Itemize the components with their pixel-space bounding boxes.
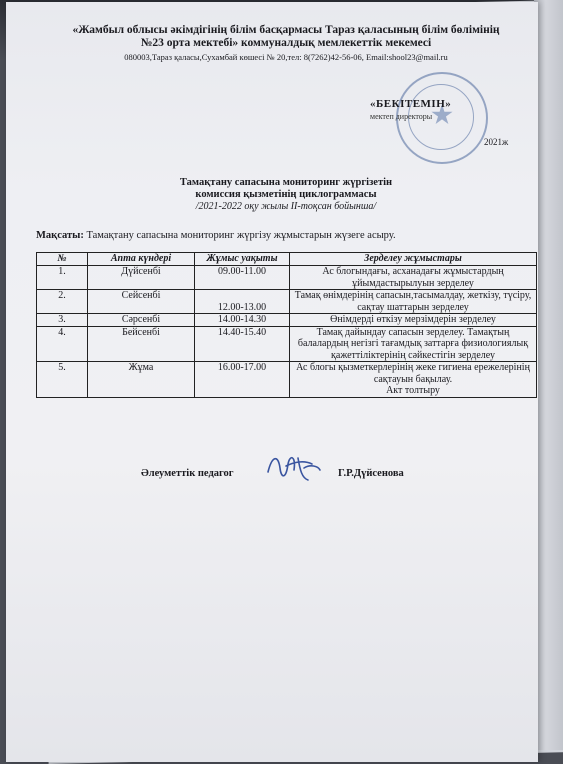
handwritten-signature-icon (264, 450, 324, 484)
letterhead-line-2: №23 орта мектебі» коммуналдық мемлекеттік мекемесі (140, 37, 432, 49)
row-time: 14.40-15.40 (195, 326, 290, 362)
goal-label: Мақсаты: (36, 230, 84, 241)
schedule-table (36, 252, 537, 398)
row-time: 16.00-17.00 (195, 362, 290, 398)
row-number: 1. (37, 266, 88, 290)
row-task: Тамақ дайындау сапасын зерделеу. Тамақтың балалардың негізгі тағамдық заттарға физиологиялық қажеттіліктерінің сәйкестігін зерделеу (290, 326, 537, 362)
goal-text: Тамақтану сапасына мониторинг жүргізу жұмыстарын жүзеге асыру. (83, 230, 396, 241)
table-row (37, 326, 537, 362)
table-row (37, 314, 537, 327)
table-row (37, 290, 537, 314)
row-task-main: Ас блогы қызметкерлерінің жеке гигиена ережелерінің сақтауын бақылау. (296, 362, 530, 385)
title-line-1: Тамақтану сапасына мониторинг жүргізетін (179, 177, 393, 188)
row-number: 4. (37, 326, 88, 362)
column-header-day: Апта күндері (88, 253, 195, 266)
letterhead-line-1: «Жамбыл облысы әкімдігінің білім басқармасы Тараз қаласының білім бөлімінің (72, 24, 500, 36)
letterhead (36, 24, 536, 64)
column-header-tasks: Зерделеу жұмыстары (290, 253, 537, 266)
row-number: 2. (37, 290, 88, 314)
row-day: Жұма (88, 362, 195, 398)
row-time: 14.00-14.30 (195, 314, 290, 327)
row-day: Сейсенбі (88, 290, 195, 314)
row-number: 5. (37, 362, 88, 398)
column-header-number: № (37, 253, 88, 266)
row-time: 12.00-13.00 (195, 290, 290, 314)
row-task: Өнімдерді өткізу мерзімдерін зерделеу (290, 314, 537, 327)
document-page (6, 2, 538, 762)
approval-subtitle: мектеп директоры (370, 112, 433, 121)
table-row (37, 362, 537, 398)
title-line-3: /2021-2022 оқу жылы II-тоқсан бойынша/ (195, 201, 377, 212)
row-task: Тамақ өнімдерінің сапасын,тасымалдау, жеткізу, түсіру, сақтау шаттарын зерделеу (290, 290, 537, 314)
signatory-role: Әлеуметтік педагог (141, 468, 234, 479)
row-time: 09.00-11.00 (195, 266, 290, 290)
page-edge-shadow (534, 0, 563, 750)
table-row (37, 266, 537, 290)
row-task: Ас блогындағы, асханадағы жұмыстардың ұйымдастырылуын зерделеу (290, 266, 537, 290)
document-title (136, 177, 436, 213)
column-header-time: Жұмыс уақыты (195, 253, 290, 266)
title-line-2: комиссия қызметінің циклограммасы (195, 189, 377, 200)
row-day: Бейсенбі (88, 326, 195, 362)
row-task (290, 362, 537, 398)
row-number: 3. (37, 314, 88, 327)
row-day: Дүйсенбі (88, 266, 195, 290)
approval-word: «БЕКІТЕМІН» (370, 98, 452, 110)
table-header-row (37, 253, 537, 266)
goal-statement (36, 230, 396, 241)
row-task-extra: Акт толтыру (386, 385, 440, 396)
signatory-name: Г.Р.Дүйсенова (338, 468, 404, 479)
approval-year: 2021ж (484, 137, 509, 147)
row-day: Сәрсенбі (88, 314, 195, 327)
letterhead-address: 080003,Тараз қаласы,Сухамбай көшесі № 20,тел: 8(7262)42-56-06, Email:shool23@mail.ru (124, 52, 448, 62)
